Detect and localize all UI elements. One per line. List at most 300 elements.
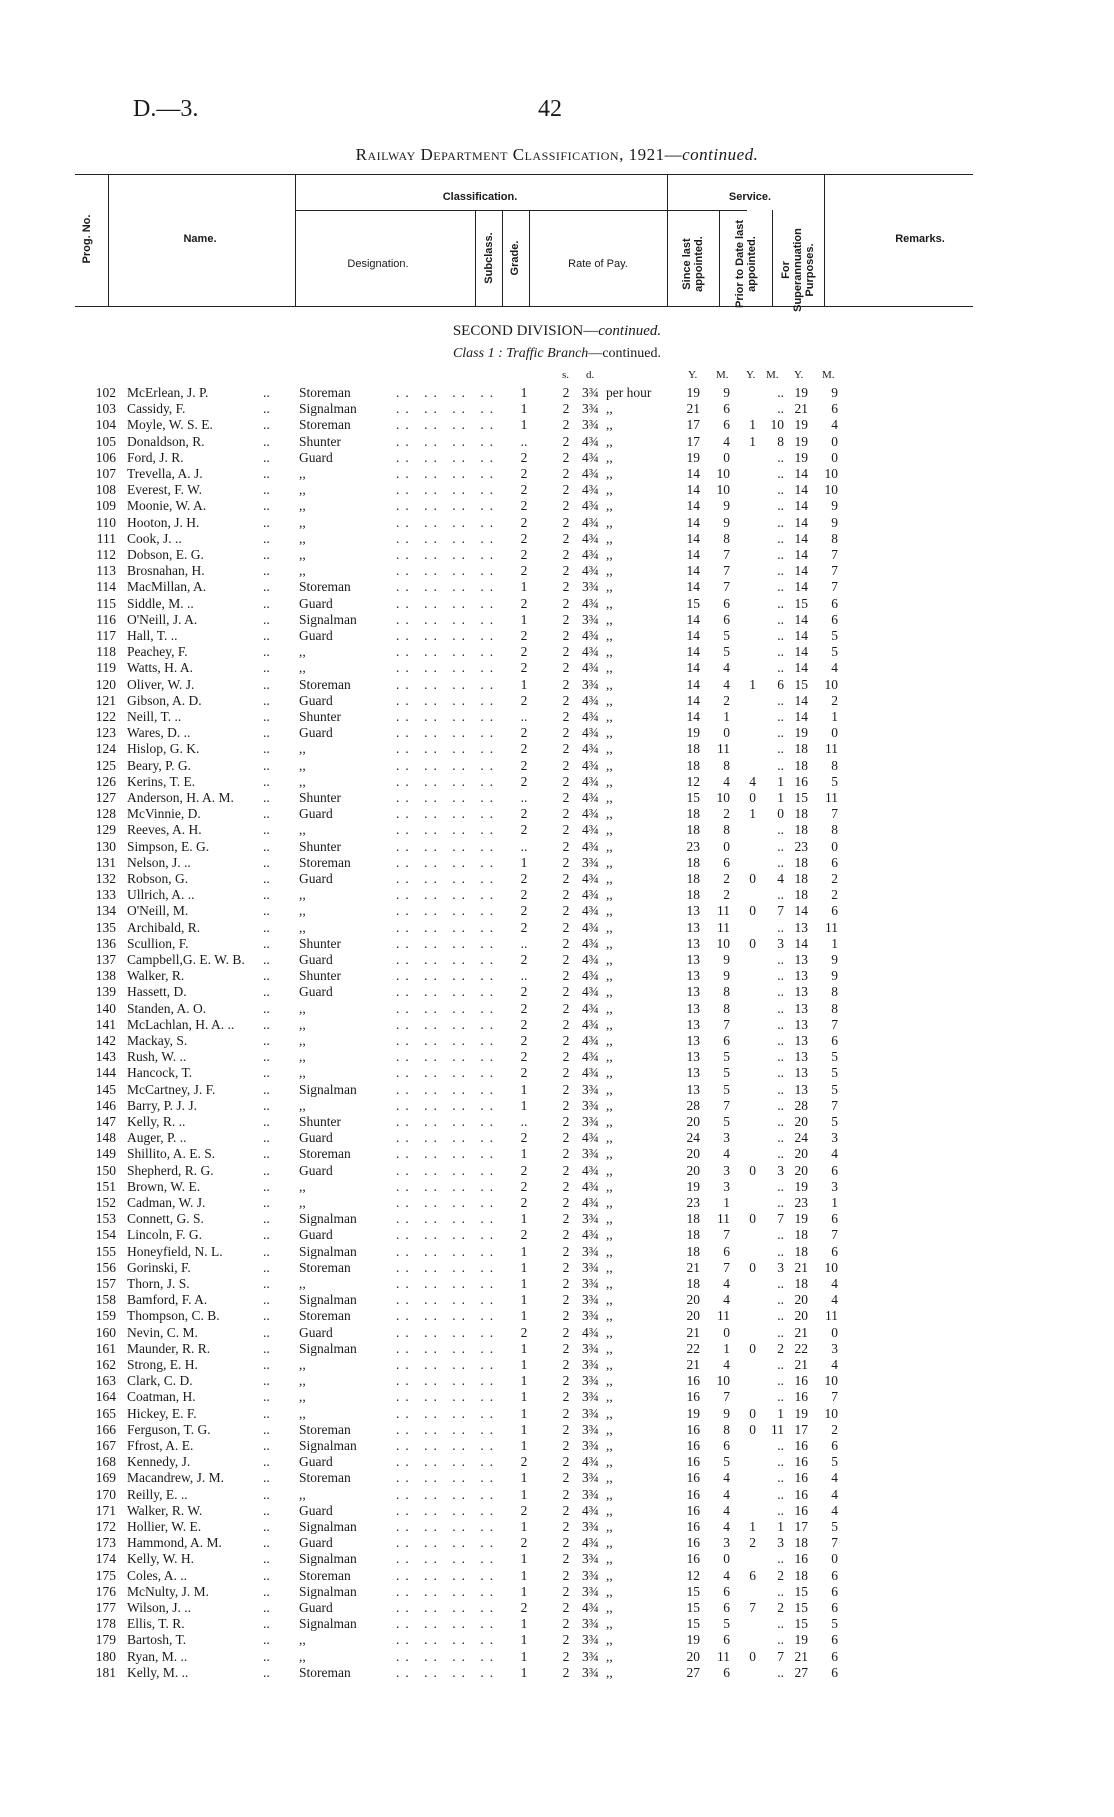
- rate-shillings-cell: 2: [562, 676, 570, 692]
- grade-cell: 2: [520, 1016, 528, 1032]
- rate-pence-cell: 4¾: [582, 1000, 599, 1016]
- since-months-cell: 7: [723, 547, 730, 562]
- prog-no-cell: 144: [95, 1065, 116, 1081]
- rate-pence-cell: 3¾: [582, 1664, 599, 1680]
- prior-months-cell: ..: [777, 1065, 784, 1081]
- rate-unit-cell: ,,: [606, 952, 613, 967]
- prior-months-cell: ..: [777, 1664, 784, 1680]
- prior-years-cell: 0: [749, 1648, 756, 1664]
- prog-no-cell: 124: [95, 741, 116, 757]
- unit-years-2: Y.: [746, 369, 756, 381]
- prior-months-cell: ..: [777, 757, 784, 773]
- name-cell: Clark, C. D.: [127, 1373, 193, 1389]
- name-cell: Brown, W. E.: [127, 1178, 201, 1194]
- designation-cell: Guard: [299, 1162, 333, 1178]
- prior-years-cell: 6: [749, 1567, 756, 1583]
- since-years-cell: 14: [686, 498, 700, 514]
- subclass-cell: 1: [520, 1276, 528, 1291]
- vline-8: [772, 210, 773, 306]
- prog-no-cell: 131: [95, 854, 116, 870]
- super-years-cell: 14: [794, 563, 808, 579]
- leader-dots: .. .. .. ..: [396, 1616, 500, 1632]
- grade-cell: 2: [520, 644, 528, 660]
- designation-cell: Storeman: [299, 1421, 351, 1437]
- super-months-cell: 2: [831, 692, 838, 708]
- leader-dots: ..: [263, 1519, 270, 1534]
- super-years-cell: 22: [794, 1340, 808, 1356]
- prog-no-cell: 148: [95, 1130, 116, 1146]
- since-months-cell: 1: [723, 1340, 730, 1356]
- table-row: [0, 1357, 1114, 1373]
- prog-no-cell: 173: [95, 1535, 116, 1551]
- table-row: [0, 1389, 1114, 1405]
- table-row: [0, 677, 1114, 693]
- since-years-cell: 20: [686, 1648, 700, 1664]
- table-row: [0, 1373, 1114, 1389]
- rate-shillings-cell: 2: [562, 1519, 570, 1534]
- rate-shillings-cell: 2: [562, 1470, 570, 1486]
- leader-dots: .. .. .. ..: [396, 854, 500, 870]
- designation-cell: ,,: [299, 660, 306, 676]
- subclass-cell: ..: [520, 1114, 528, 1129]
- table-row: [0, 482, 1114, 498]
- prior-years-cell: 1: [749, 806, 756, 822]
- table-row: [0, 984, 1114, 1000]
- prog-no-cell: 163: [95, 1373, 116, 1389]
- leader-dots: .. .. .. ..: [396, 1292, 500, 1308]
- designation-cell: Shunter: [299, 935, 341, 951]
- name-cell: Neill, T. ..: [127, 709, 182, 724]
- rate-shillings-cell: 2: [562, 822, 570, 838]
- since-years-cell: 18: [686, 741, 700, 757]
- since-months-cell: 3: [723, 1178, 730, 1194]
- designation-cell: Guard: [299, 1535, 333, 1551]
- super-years-cell: 14: [794, 547, 808, 562]
- since-months-cell: 6: [723, 1664, 730, 1680]
- prior-years-cell: 0: [749, 1259, 756, 1275]
- leader-dots: ..: [263, 1211, 270, 1227]
- designation-cell: Shunter: [299, 790, 341, 805]
- leader-dots: ..: [263, 822, 270, 838]
- leader-dots: .. .. .. ..: [396, 1583, 500, 1599]
- prog-no-cell: 162: [95, 1357, 116, 1372]
- designation-cell: Signalman: [299, 1340, 357, 1356]
- super-months-cell: 9: [831, 498, 838, 514]
- leader-dots: ..: [263, 725, 270, 741]
- super-months-cell: 6: [831, 1583, 838, 1599]
- prior-years-cell: 0: [749, 1340, 756, 1356]
- rate-pence-cell: 3¾: [582, 1583, 599, 1599]
- super-years-cell: 13: [794, 952, 808, 967]
- super-months-cell: 8: [831, 530, 838, 546]
- name-cell: Wilson, J. ..: [127, 1600, 191, 1615]
- table-row: [0, 1341, 1114, 1357]
- rate-pence-cell: 4¾: [582, 1178, 599, 1194]
- prior-months-cell: ..: [777, 1243, 784, 1259]
- rate-pence-cell: 3¾: [582, 1616, 599, 1632]
- leader-dots: .. .. .. ..: [396, 1600, 500, 1615]
- since-months-cell: 4: [723, 660, 730, 676]
- prog-no-cell: 164: [95, 1389, 116, 1405]
- rate-pence-cell: 4¾: [582, 1324, 599, 1340]
- rate-unit-cell: ,,: [606, 563, 613, 579]
- leader-dots: .. .. .. ..: [396, 1211, 500, 1227]
- grade-cell: 2: [520, 514, 528, 530]
- name-cell: Siddle, M. ..: [127, 595, 194, 611]
- leader-dots: ..: [263, 1648, 270, 1664]
- rate-unit-cell: ,,: [606, 1178, 613, 1194]
- subclass-cell: 1: [520, 611, 528, 627]
- super-months-cell: 4: [831, 1357, 838, 1372]
- vline-6: [667, 174, 668, 306]
- rate-pence-cell: 4¾: [582, 757, 599, 773]
- prior-years-cell: 1: [749, 676, 756, 692]
- grade-cell: 2: [520, 773, 528, 789]
- since-years-cell: 16: [686, 1502, 700, 1518]
- super-months-cell: 5: [831, 1519, 838, 1534]
- table-row: [0, 1406, 1114, 1422]
- rate-unit-cell: ,,: [606, 1373, 613, 1389]
- designation-cell: ,,: [299, 1033, 306, 1048]
- leader-dots: .. .. .. ..: [396, 757, 500, 773]
- designation-cell: Guard: [299, 628, 333, 643]
- prog-no-cell: 132: [95, 871, 116, 886]
- class-title: [0, 346, 1114, 362]
- rate-shillings-cell: 2: [562, 1664, 570, 1680]
- rate-unit-cell: ,,: [606, 1195, 613, 1210]
- rate-shillings-cell: 2: [562, 1405, 570, 1421]
- leader-dots: .. .. .. ..: [396, 1421, 500, 1437]
- prog-no-cell: 181: [95, 1664, 116, 1680]
- rate-pence-cell: 3¾: [582, 1146, 599, 1162]
- leader-dots: ..: [263, 1162, 270, 1178]
- rate-unit-cell: ,,: [606, 725, 613, 741]
- prior-years-cell: 0: [749, 871, 756, 886]
- name-cell: Watts, H. A.: [127, 660, 194, 676]
- since-years-cell: 18: [686, 822, 700, 838]
- subclass-cell: 1: [520, 1308, 528, 1324]
- table-row: [0, 1325, 1114, 1341]
- super-years-cell: 19: [794, 417, 808, 433]
- name-cell: Hooton, J. H.: [127, 514, 200, 530]
- super-years-cell: 16: [794, 1551, 808, 1567]
- super-months-cell: 4: [831, 1292, 838, 1308]
- leader-dots: .. .. .. ..: [396, 1664, 500, 1680]
- since-months-cell: 3: [723, 1130, 730, 1146]
- rate-unit-cell: ,,: [606, 530, 613, 546]
- leader-dots: ..: [263, 385, 270, 400]
- prog-no-cell: 172: [95, 1519, 116, 1534]
- prog-no-cell: 156: [95, 1259, 116, 1275]
- prior-years-cell: 1: [749, 1519, 756, 1534]
- prior-months-cell: ..: [777, 887, 784, 903]
- rate-pence-cell: 4¾: [582, 1162, 599, 1178]
- table-row: [0, 887, 1114, 903]
- table-row: [0, 644, 1114, 660]
- col-grade: Grade.: [509, 240, 521, 276]
- since-months-cell: 9: [723, 1405, 730, 1421]
- prior-months-cell: ..: [777, 1000, 784, 1016]
- super-months-cell: 5: [831, 1114, 838, 1129]
- designation-cell: Storeman: [299, 1308, 351, 1324]
- super-years-cell: 20: [794, 1162, 808, 1178]
- rate-shillings-cell: 2: [562, 1551, 570, 1567]
- subclass-cell: 1: [520, 1616, 528, 1632]
- rate-shillings-cell: 2: [562, 1146, 570, 1162]
- rate-unit-cell: ,,: [606, 1421, 613, 1437]
- name-cell: McLachlan, H. A. ..: [127, 1016, 235, 1032]
- super-months-cell: 7: [831, 563, 838, 579]
- designation-cell: ,,: [299, 741, 306, 757]
- since-months-cell: 4: [723, 773, 730, 789]
- rate-pence-cell: 3¾: [582, 1648, 599, 1664]
- leader-dots: .. .. .. ..: [396, 498, 500, 514]
- table-row: [0, 628, 1114, 644]
- vline-5: [529, 210, 530, 306]
- since-months-cell: 7: [723, 563, 730, 579]
- rate-unit-cell: ,,: [606, 547, 613, 562]
- since-months-cell: 6: [723, 1583, 730, 1599]
- prog-no-cell: 178: [95, 1616, 116, 1632]
- since-years-cell: 13: [686, 1016, 700, 1032]
- col-service: Service.: [728, 191, 772, 203]
- designation-cell: Shunter: [299, 968, 341, 984]
- since-years-cell: 14: [686, 579, 700, 595]
- prior-months-cell: 6: [777, 676, 784, 692]
- table-row: [0, 693, 1114, 709]
- document-reference: D.—3.: [133, 96, 199, 122]
- super-months-cell: 2: [831, 887, 838, 903]
- rate-shillings-cell: 2: [562, 1389, 570, 1405]
- name-cell: Moonie, W. A.: [127, 498, 207, 514]
- subclass-cell: 1: [520, 676, 528, 692]
- division-name: SECOND DIVISION—: [452, 323, 599, 339]
- table-row: [0, 1519, 1114, 1535]
- prog-no-cell: 143: [95, 1049, 116, 1065]
- super-months-cell: 6: [831, 1648, 838, 1664]
- rate-unit-cell: ,,: [606, 822, 613, 838]
- since-years-cell: 15: [686, 1600, 700, 1615]
- name-cell: Gibson, A. D.: [127, 692, 202, 708]
- leader-dots: .. .. .. ..: [396, 466, 500, 481]
- rate-shillings-cell: 2: [562, 1097, 570, 1113]
- name-cell: Cook, J. ..: [127, 530, 182, 546]
- grade-cell: 2: [520, 806, 528, 822]
- leader-dots: ..: [263, 1000, 270, 1016]
- since-months-cell: 5: [723, 1081, 730, 1097]
- super-months-cell: 5: [831, 1065, 838, 1081]
- table-row: [0, 806, 1114, 822]
- table-row: [0, 903, 1114, 919]
- prior-months-cell: ..: [777, 1049, 784, 1065]
- super-years-cell: 21: [794, 1357, 808, 1372]
- rate-pence-cell: 3¾: [582, 401, 599, 417]
- super-months-cell: 9: [831, 968, 838, 984]
- rate-unit-cell: ,,: [606, 1502, 613, 1518]
- prog-no-cell: 146: [95, 1097, 116, 1113]
- leader-dots: .. .. .. ..: [396, 1648, 500, 1664]
- table-row: [0, 1649, 1114, 1665]
- table-row: [0, 1487, 1114, 1503]
- leader-dots: ..: [263, 1486, 270, 1502]
- table-row: [0, 741, 1114, 757]
- prior-months-cell: ..: [777, 385, 784, 400]
- rate-unit-cell: ,,: [606, 1486, 613, 1502]
- since-years-cell: 16: [686, 1486, 700, 1502]
- super-months-cell: 4: [831, 417, 838, 433]
- designation-cell: Signalman: [299, 611, 357, 627]
- leader-dots: ..: [263, 1389, 270, 1405]
- table-row: [0, 1292, 1114, 1308]
- rate-pence-cell: 4¾: [582, 887, 599, 903]
- super-years-cell: 14: [794, 903, 808, 919]
- rate-unit-cell: ,,: [606, 1648, 613, 1664]
- leader-dots: ..: [263, 1016, 270, 1032]
- super-years-cell: 14: [794, 530, 808, 546]
- super-years-cell: 16: [794, 1373, 808, 1389]
- since-months-cell: 6: [723, 401, 730, 417]
- super-months-cell: 6: [831, 1243, 838, 1259]
- rate-pence-cell: 3¾: [582, 579, 599, 595]
- prior-months-cell: ..: [777, 854, 784, 870]
- prog-no-cell: 111: [96, 530, 116, 546]
- super-years-cell: 24: [794, 1130, 808, 1146]
- name-cell: Bartosh, T.: [127, 1632, 187, 1648]
- subclass-cell: 1: [520, 1664, 528, 1680]
- rate-pence-cell: 4¾: [582, 514, 599, 530]
- designation-cell: Signalman: [299, 1438, 357, 1453]
- prog-no-cell: 151: [95, 1178, 116, 1194]
- super-years-cell: 20: [794, 1114, 808, 1129]
- prog-no-cell: 121: [95, 692, 116, 708]
- since-years-cell: 16: [686, 1421, 700, 1437]
- prior-months-cell: ..: [777, 563, 784, 579]
- prog-no-cell: 113: [96, 563, 116, 579]
- rate-shillings-cell: 2: [562, 1033, 570, 1048]
- table-row: [0, 1568, 1114, 1584]
- since-years-cell: 13: [686, 952, 700, 967]
- rate-shillings-cell: 2: [562, 1178, 570, 1194]
- prior-months-cell: ..: [777, 692, 784, 708]
- since-months-cell: 5: [723, 644, 730, 660]
- prog-no-cell: 125: [95, 757, 116, 773]
- since-months-cell: 9: [723, 968, 730, 984]
- subclass-cell: 1: [520, 1389, 528, 1405]
- name-cell: O'Neill, J. A.: [127, 611, 198, 627]
- rate-unit-cell: ,,: [606, 854, 613, 870]
- leader-dots: ..: [263, 1535, 270, 1551]
- leader-dots: ..: [263, 1421, 270, 1437]
- designation-cell: Guard: [299, 449, 333, 465]
- prior-months-cell: ..: [777, 1114, 784, 1129]
- table-row: [0, 417, 1114, 433]
- leader-dots: ..: [263, 611, 270, 627]
- leader-dots: .. .. .. ..: [396, 530, 500, 546]
- rate-pence-cell: 4¾: [582, 903, 599, 919]
- rate-pence-cell: 3¾: [582, 1486, 599, 1502]
- prior-months-cell: ..: [777, 628, 784, 643]
- super-years-cell: 14: [794, 692, 808, 708]
- super-months-cell: 4: [831, 1470, 838, 1486]
- since-months-cell: 8: [723, 1000, 730, 1016]
- since-years-cell: 16: [686, 1438, 700, 1453]
- since-years-cell: 21: [686, 401, 700, 417]
- super-months-cell: 0: [831, 725, 838, 741]
- leader-dots: .. .. .. ..: [396, 1486, 500, 1502]
- rate-unit-cell: ,,: [606, 692, 613, 708]
- since-years-cell: 19: [686, 1632, 700, 1648]
- rate-unit-cell: ,,: [606, 1551, 613, 1567]
- rate-unit-cell: ,,: [606, 1065, 613, 1081]
- leader-dots: .. .. .. ..: [396, 1146, 500, 1162]
- leader-dots: .. .. .. ..: [396, 822, 500, 838]
- rate-pence-cell: 3¾: [582, 1276, 599, 1291]
- super-years-cell: 13: [794, 1049, 808, 1065]
- since-months-cell: 11: [717, 1648, 730, 1664]
- since-years-cell: 19: [686, 1178, 700, 1194]
- leader-dots: ..: [263, 903, 270, 919]
- since-years-cell: 13: [686, 935, 700, 951]
- grade-cell: 2: [520, 1227, 528, 1243]
- super-years-cell: 13: [794, 984, 808, 1000]
- prior-months-cell: ..: [777, 579, 784, 595]
- name-cell: Bamford, F. A.: [127, 1292, 208, 1308]
- rate-shillings-cell: 2: [562, 1502, 570, 1518]
- grade-cell: 2: [520, 741, 528, 757]
- super-years-cell: 14: [794, 709, 808, 724]
- rate-shillings-cell: 2: [562, 1438, 570, 1453]
- super-years-cell: 15: [794, 676, 808, 692]
- subclass-cell: 1: [520, 1421, 528, 1437]
- prog-no-cell: 153: [95, 1211, 116, 1227]
- rate-pence-cell: 3¾: [582, 1551, 599, 1567]
- rate-pence-cell: 4¾: [582, 1600, 599, 1615]
- name-cell: Coles, A. ..: [127, 1567, 188, 1583]
- super-months-cell: 5: [831, 1616, 838, 1632]
- super-years-cell: 19: [794, 433, 808, 449]
- rate-shillings-cell: 2: [562, 725, 570, 741]
- leader-dots: ..: [263, 1324, 270, 1340]
- rate-pence-cell: 4¾: [582, 1454, 599, 1470]
- designation-cell: Signalman: [299, 1519, 357, 1534]
- table-row: [0, 1438, 1114, 1454]
- name-cell: Mackay, S.: [127, 1033, 188, 1048]
- rate-shillings-cell: 2: [562, 854, 570, 870]
- name-cell: Strong, E. H.: [127, 1357, 198, 1372]
- since-years-cell: 14: [686, 644, 700, 660]
- super-years-cell: 21: [794, 401, 808, 417]
- prior-months-cell: 11: [771, 1421, 784, 1437]
- since-years-cell: 16: [686, 1519, 700, 1534]
- prior-months-cell: ..: [777, 466, 784, 481]
- name-cell: Cadman, W. J.: [127, 1195, 206, 1210]
- name-cell: Simpson, E. G.: [127, 838, 210, 854]
- table-row: [0, 1244, 1114, 1260]
- prior-years-cell: 1: [749, 417, 756, 433]
- rate-shillings-cell: 2: [562, 790, 570, 805]
- since-months-cell: 6: [723, 1243, 730, 1259]
- leader-dots: .. .. .. ..: [396, 919, 500, 935]
- leader-dots: ..: [263, 773, 270, 789]
- page-title: [0, 145, 1114, 165]
- leader-dots: .. .. .. ..: [396, 1033, 500, 1048]
- super-months-cell: 3: [831, 1178, 838, 1194]
- prog-no-cell: 175: [95, 1567, 116, 1583]
- leader-dots: .. .. .. ..: [396, 1130, 500, 1146]
- table-row: [0, 563, 1114, 579]
- rate-unit-cell: ,,: [606, 1227, 613, 1243]
- super-months-cell: 8: [831, 757, 838, 773]
